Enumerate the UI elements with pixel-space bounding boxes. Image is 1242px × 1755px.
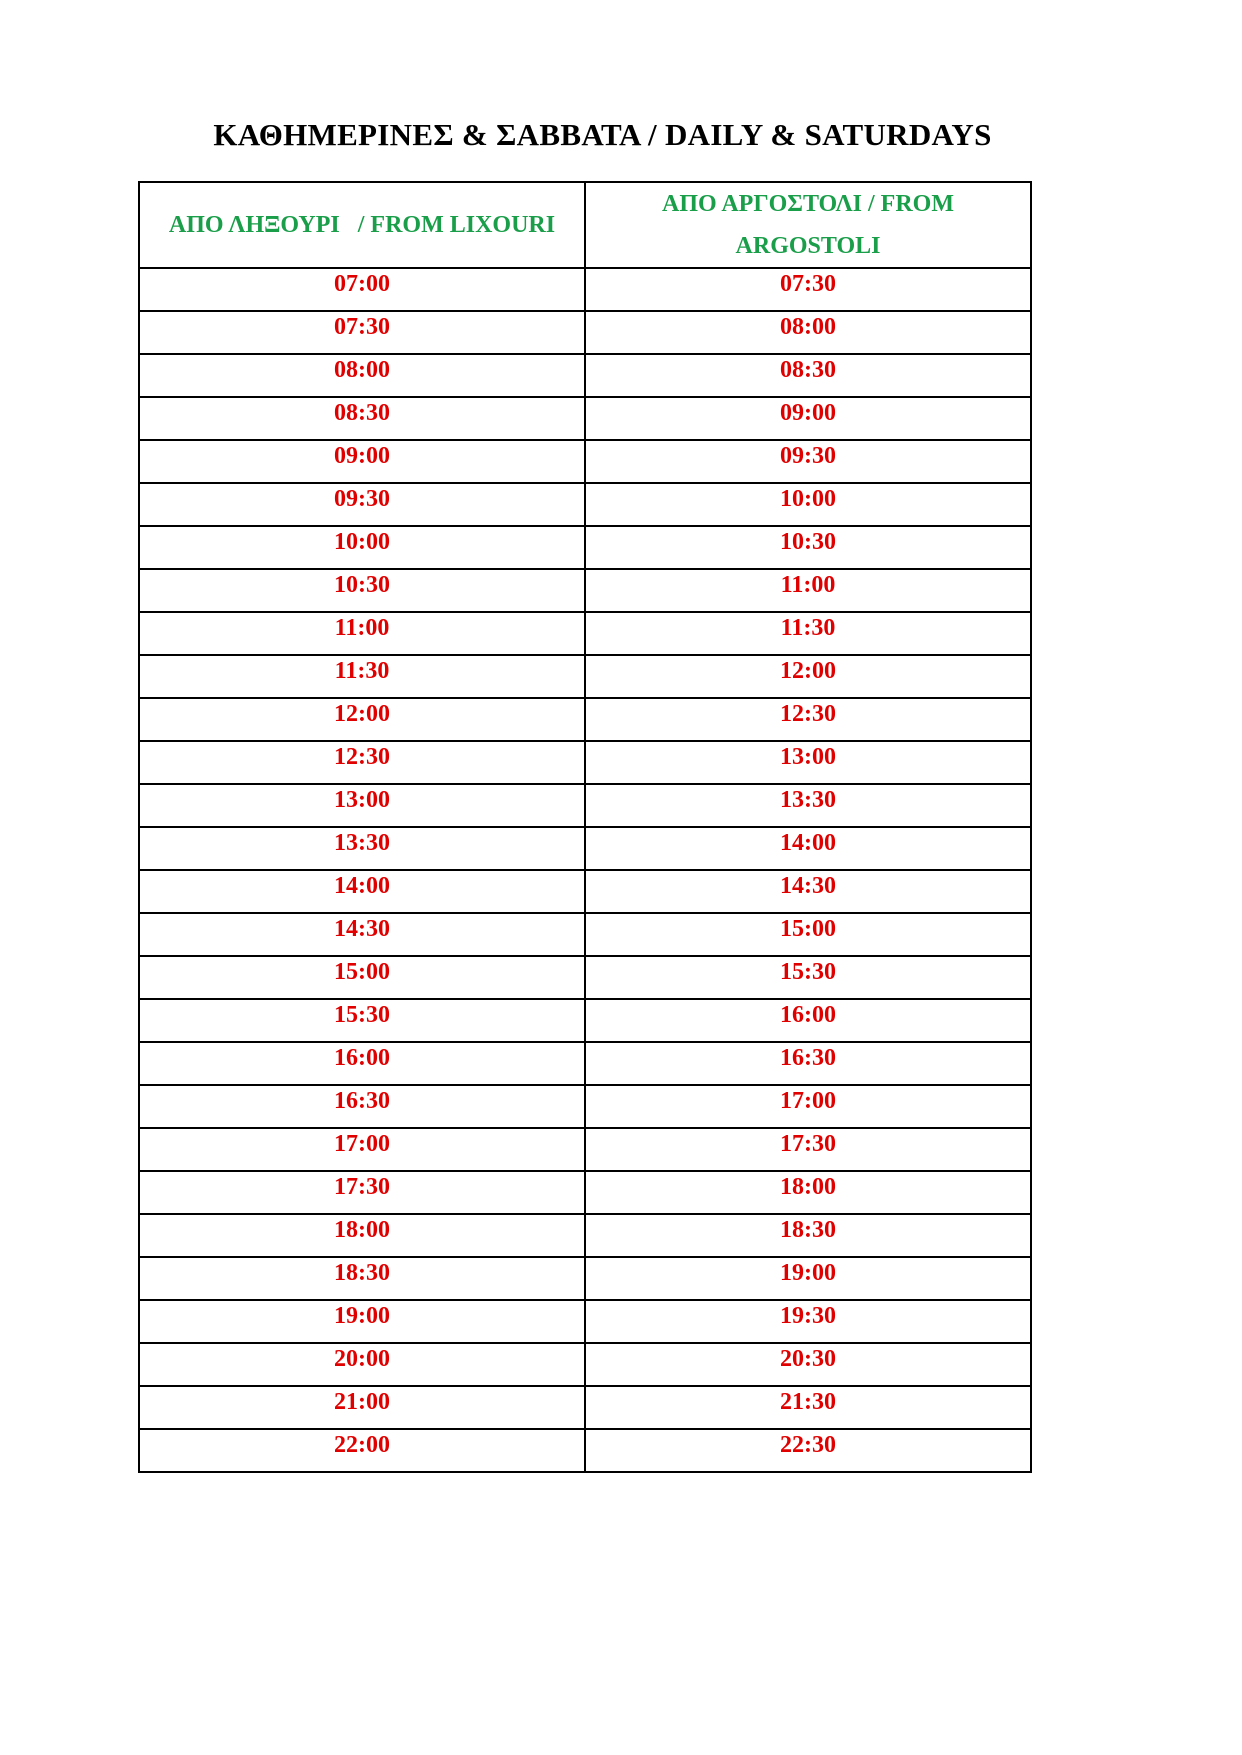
table-header-row bbox=[139, 182, 1031, 268]
departure-time-from-argostoli: 12:30 bbox=[585, 698, 1031, 741]
departure-time-from-argostoli: 14:00 bbox=[585, 827, 1031, 870]
table-row bbox=[139, 999, 1031, 1042]
table-row bbox=[139, 913, 1031, 956]
departure-time-from-lixouri: 13:30 bbox=[139, 827, 585, 870]
departure-time-from-lixouri: 22:00 bbox=[139, 1429, 585, 1472]
departure-time-from-argostoli: 15:30 bbox=[585, 956, 1031, 999]
table-row bbox=[139, 311, 1031, 354]
table-row bbox=[139, 1128, 1031, 1171]
table-row bbox=[139, 1214, 1031, 1257]
table-row bbox=[139, 870, 1031, 913]
departure-time-from-lixouri: 20:00 bbox=[139, 1343, 585, 1386]
departure-time-from-argostoli: 09:00 bbox=[585, 397, 1031, 440]
table-row bbox=[139, 1386, 1031, 1429]
departure-time-from-lixouri: 21:00 bbox=[139, 1386, 585, 1429]
departure-time-from-argostoli: 18:00 bbox=[585, 1171, 1031, 1214]
departure-time-from-argostoli: 11:00 bbox=[585, 569, 1031, 612]
departure-time-from-lixouri: 12:30 bbox=[139, 741, 585, 784]
departure-time-from-lixouri: 15:00 bbox=[139, 956, 585, 999]
departure-time-from-lixouri: 19:00 bbox=[139, 1300, 585, 1343]
departure-time-from-lixouri: 11:00 bbox=[139, 612, 585, 655]
departure-time-from-lixouri: 17:00 bbox=[139, 1128, 585, 1171]
departure-time-from-lixouri: 11:30 bbox=[139, 655, 585, 698]
departure-time-from-lixouri: 10:00 bbox=[139, 526, 585, 569]
departure-time-from-argostoli: 11:30 bbox=[585, 612, 1031, 655]
table-row bbox=[139, 1257, 1031, 1300]
table-row bbox=[139, 268, 1031, 311]
departure-time-from-argostoli: 10:00 bbox=[585, 483, 1031, 526]
table-row bbox=[139, 956, 1031, 999]
departure-time-from-argostoli: 21:30 bbox=[585, 1386, 1031, 1429]
departure-time-from-lixouri: 15:30 bbox=[139, 999, 585, 1042]
departure-time-from-argostoli: 10:30 bbox=[585, 526, 1031, 569]
table-row bbox=[139, 483, 1031, 526]
departure-time-from-lixouri: 18:30 bbox=[139, 1257, 585, 1300]
table-row bbox=[139, 440, 1031, 483]
departure-time-from-lixouri: 08:30 bbox=[139, 397, 585, 440]
departure-time-from-lixouri: 16:00 bbox=[139, 1042, 585, 1085]
departure-time-from-lixouri: 10:30 bbox=[139, 569, 585, 612]
departure-time-from-lixouri: 13:00 bbox=[139, 784, 585, 827]
departure-time-from-argostoli: 18:30 bbox=[585, 1214, 1031, 1257]
departure-time-from-argostoli: 17:00 bbox=[585, 1085, 1031, 1128]
table-row bbox=[139, 354, 1031, 397]
departure-time-from-lixouri: 14:30 bbox=[139, 913, 585, 956]
departure-time-from-argostoli: 09:30 bbox=[585, 440, 1031, 483]
departure-time-from-lixouri: 18:00 bbox=[139, 1214, 585, 1257]
departure-time-from-argostoli: 15:00 bbox=[585, 913, 1031, 956]
departure-time-from-argostoli: 13:00 bbox=[585, 741, 1031, 784]
table-row bbox=[139, 612, 1031, 655]
ferry-schedule-table bbox=[138, 181, 1032, 1473]
departure-time-from-lixouri: 16:30 bbox=[139, 1085, 585, 1128]
table-row bbox=[139, 1300, 1031, 1343]
departure-time-from-lixouri: 07:00 bbox=[139, 268, 585, 311]
departure-time-from-argostoli: 07:30 bbox=[585, 268, 1031, 311]
table-row bbox=[139, 741, 1031, 784]
table-row bbox=[139, 784, 1031, 827]
departure-time-from-argostoli: 16:00 bbox=[585, 999, 1031, 1042]
departure-time-from-lixouri: 07:30 bbox=[139, 311, 585, 354]
departure-time-from-argostoli: 16:30 bbox=[585, 1042, 1031, 1085]
departure-time-from-argostoli: 19:00 bbox=[585, 1257, 1031, 1300]
departure-time-from-argostoli: 14:30 bbox=[585, 870, 1031, 913]
column-header-from-lixouri-label: ΑΠΟ ΛΗΞΟΥΡΙ / FROM LIXOURI bbox=[168, 212, 556, 238]
departure-time-from-argostoli: 12:00 bbox=[585, 655, 1031, 698]
departure-time-from-argostoli: 17:30 bbox=[585, 1128, 1031, 1171]
departure-time-from-lixouri: 12:00 bbox=[139, 698, 585, 741]
departure-time-from-argostoli: 08:00 bbox=[585, 311, 1031, 354]
table-row bbox=[139, 655, 1031, 698]
table-row bbox=[139, 827, 1031, 870]
departure-time-from-argostoli: 08:30 bbox=[585, 354, 1031, 397]
page-title: ΚΑΘΗΜΕΡΙΝΕΣ & ΣΑΒΒΑΤΑ / DAILY & SATURDAYS bbox=[213, 117, 992, 152]
departure-time-from-lixouri: 09:30 bbox=[139, 483, 585, 526]
table-row bbox=[139, 569, 1031, 612]
departure-time-from-lixouri: 14:00 bbox=[139, 870, 585, 913]
column-header-from-lixouri bbox=[139, 182, 585, 268]
table-row bbox=[139, 1042, 1031, 1085]
table-row bbox=[139, 698, 1031, 741]
departure-time-from-lixouri: 08:00 bbox=[139, 354, 585, 397]
schedule-body bbox=[139, 268, 1031, 1472]
departure-time-from-argostoli: 20:30 bbox=[585, 1343, 1031, 1386]
table-row bbox=[139, 1429, 1031, 1472]
departure-time-from-argostoli: 13:30 bbox=[585, 784, 1031, 827]
departure-time-from-lixouri: 17:30 bbox=[139, 1171, 585, 1214]
departure-time-from-argostoli: 19:30 bbox=[585, 1300, 1031, 1343]
table-row bbox=[139, 1171, 1031, 1214]
table-row bbox=[139, 397, 1031, 440]
table-row bbox=[139, 526, 1031, 569]
column-header-from-argostoli-label: ΑΠΟ ΑΡΓΟΣΤΟΛΙ / FROM ARGOSTOLI bbox=[662, 191, 954, 259]
table-row bbox=[139, 1343, 1031, 1386]
column-header-from-argostoli bbox=[585, 182, 1031, 268]
table-row bbox=[139, 1085, 1031, 1128]
departure-time-from-argostoli: 22:30 bbox=[585, 1429, 1031, 1472]
departure-time-from-lixouri: 09:00 bbox=[139, 440, 585, 483]
